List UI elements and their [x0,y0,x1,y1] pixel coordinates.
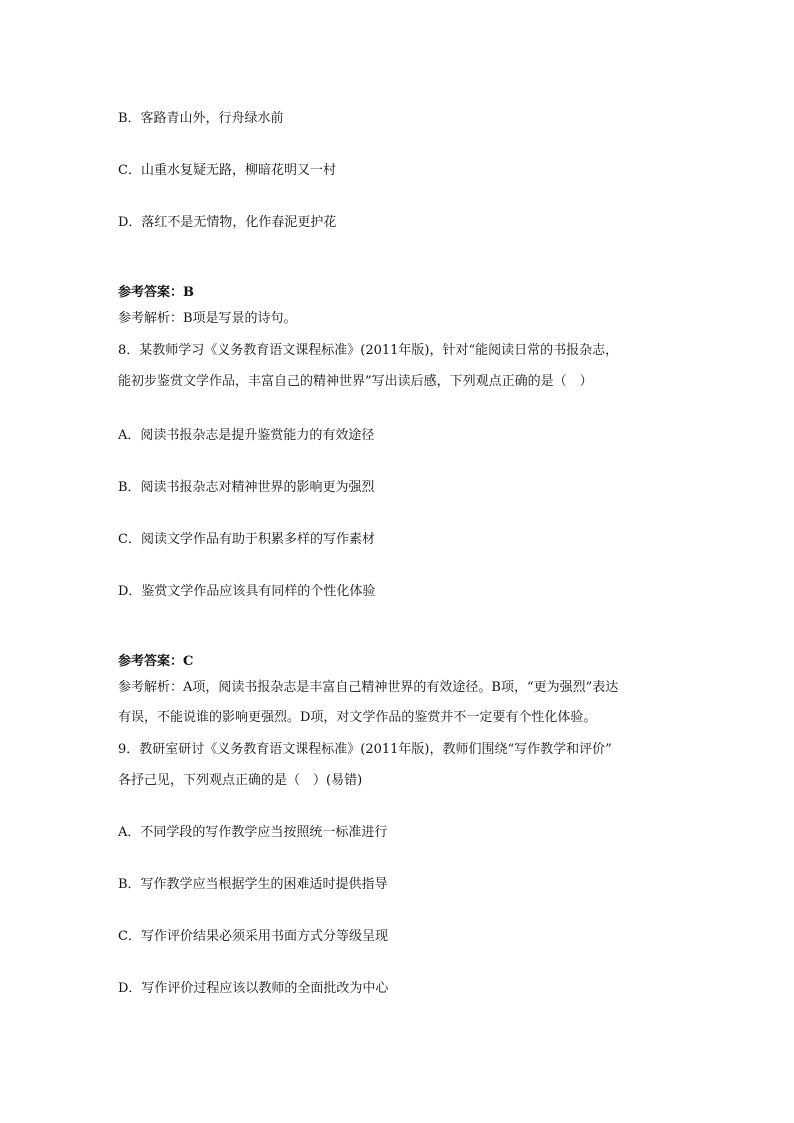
q7-option-d: D．落红不是无情物，化作春泥更护花 [118,215,337,230]
q8-option-c: C．阅读文学作品有助于积累多样的写作素材 [118,532,375,547]
q7-answer: 参考答案：B [118,285,194,300]
q8-option-a: A．阅读书报杂志是提升鉴赏能力的有效途径 [118,428,375,443]
q8-analysis-line2: 有误，不能说谁的影响更强烈。D项，对文学作品的鉴赏并不一定要有个性化体验。 [118,710,597,725]
q8-analysis-line1: 参考解析：A项，阅读书报杂志是丰富自己精神世界的有效途径。B项，“更为强烈”表达 [118,680,619,695]
q7-analysis: 参考解析：B项是写景的诗句。 [118,311,297,326]
q9-option-a: A．不同学段的写作教学应当按照统一标准进行 [118,825,388,840]
q9-stem-line2: 各抒己见，下列观点正确的是（ ）(易错) [118,773,363,788]
q9-option-d: D．写作评价过程应该以教师的全面批改为中心 [118,981,389,996]
q8-stem-line2: 能初步鉴赏文学作品，丰富自己的精神世界”写出读后感，下列观点正确的是（ ） [118,374,593,389]
q8-answer: 参考答案：C [118,654,194,669]
q7-option-c: C．山重水复疑无路，柳暗花明又一村 [118,163,336,178]
q9-option-b: B．写作教学应当根据学生的困难适时提供指导 [118,877,388,892]
q8-option-b: B．阅读书报杂志对精神世界的影响更为强烈 [118,480,375,495]
q7-option-b: B．客路青山外，行舟绿水前 [118,111,284,126]
q8-option-d: D．鉴赏文学作品应该具有同样的个性化体验 [118,584,376,599]
q9-option-c: C．写作评价结果必须采用书面方式分等级呈现 [118,929,388,944]
q9-stem-line1: 9．教研室研讨《义务教育语文课程标准》(2011年版)，教师们围绕“写作教学和评价” [118,742,612,757]
q8-stem-line1: 8．某教师学习《义务教育语文课程标准》(2011年版)，针对“能阅读日常的书报杂志， [118,343,619,358]
